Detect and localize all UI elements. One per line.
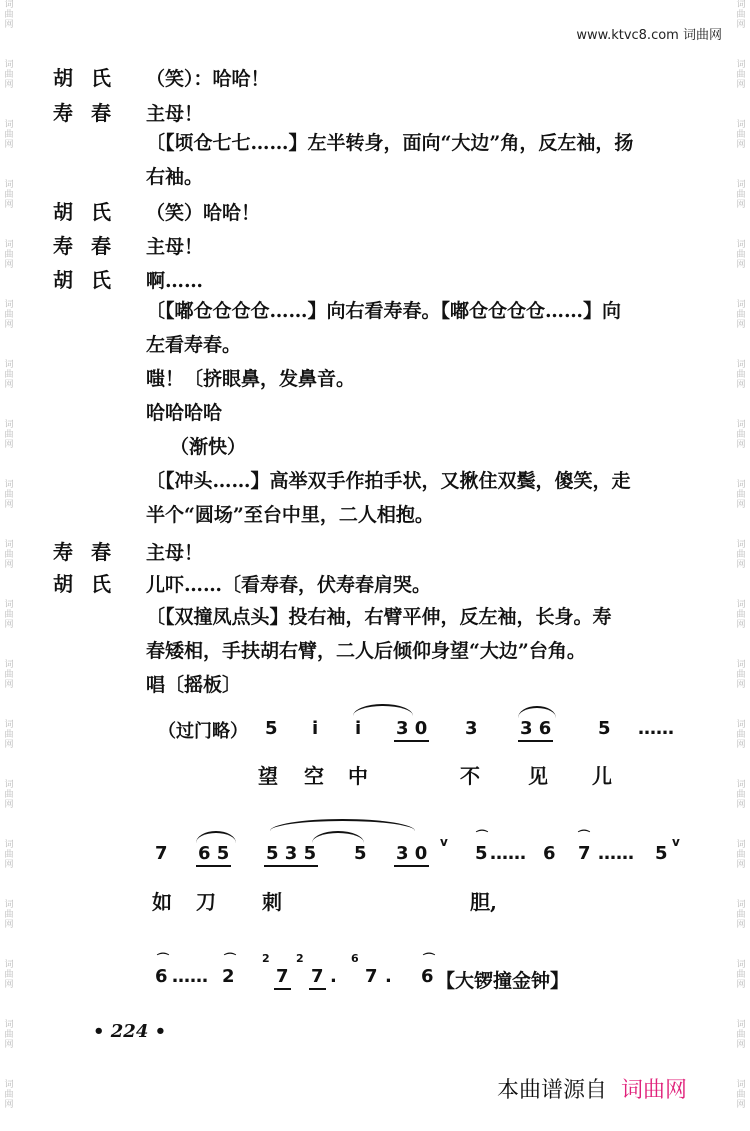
watermark-glyph: 曲 xyxy=(736,550,746,560)
stage-direction: 〔【嘟仓仓仓仓……】向右看寿春。【嘟仓仓仓仓……】向 xyxy=(146,300,622,322)
watermark-glyph-group xyxy=(2,420,16,450)
watermark-glyph: 曲 xyxy=(4,670,14,680)
watermark-glyph: 词 xyxy=(736,120,746,130)
grace-note: 2 xyxy=(296,952,304,965)
watermark-glyph: 词 xyxy=(4,120,14,130)
watermark-glyph-group xyxy=(734,0,748,30)
watermark-glyph: 词 xyxy=(736,780,746,790)
lyric: 空 xyxy=(304,764,324,788)
stage-direction: 春矮相，手扶胡右臂，二人后倾仰身望“大边”台角。 xyxy=(146,640,586,662)
line-text: 啊…… xyxy=(146,270,204,292)
watermark-glyph: 网 xyxy=(736,860,746,870)
watermark-glyph: 词 xyxy=(4,660,14,670)
script-line xyxy=(0,230,203,259)
watermark-glyph: 网 xyxy=(736,20,746,30)
watermark-glyph: 词 xyxy=(736,540,746,550)
lyric: 刺 xyxy=(262,890,282,914)
stage-direction: 哈哈哈哈 xyxy=(146,402,223,424)
watermark-glyph: 曲 xyxy=(736,130,746,140)
watermark-glyph: 词 xyxy=(4,300,14,310)
note: 3 xyxy=(465,718,478,739)
source-label: 本曲谱源自 xyxy=(497,1078,608,1103)
watermark-glyph: 曲 xyxy=(736,250,746,260)
script-line xyxy=(0,568,431,597)
tempo-marking: （渐快） xyxy=(170,436,247,458)
watermark-glyph: 词 xyxy=(4,1080,14,1090)
watermark-glyph-group xyxy=(734,900,748,930)
stage-direction: 左看寿春。 xyxy=(146,334,242,356)
watermark-glyph-group xyxy=(734,300,748,330)
watermark-glyph-group xyxy=(734,240,748,270)
line-text: （笑）哈哈！ xyxy=(146,202,261,224)
watermark-glyph-group xyxy=(734,360,748,390)
watermark-glyph: 网 xyxy=(4,800,14,810)
watermark-glyph: 曲 xyxy=(736,370,746,380)
watermark-glyph: 词 xyxy=(4,0,14,10)
watermark-glyph: 曲 xyxy=(4,190,14,200)
watermark-glyph: 曲 xyxy=(736,1030,746,1040)
note: 7 xyxy=(155,843,168,864)
lyric: 望 xyxy=(258,764,278,788)
watermark-glyph: 曲 xyxy=(4,490,14,500)
stage-direction: 半个“圆场”至台中里，二人相抱。 xyxy=(146,504,434,526)
watermark-glyph-group xyxy=(734,420,748,450)
watermark-glyph: 网 xyxy=(4,980,14,990)
script-line xyxy=(0,264,203,293)
note: 7 xyxy=(311,966,324,987)
watermark-glyph: 词 xyxy=(736,240,746,250)
note: 6 5 xyxy=(198,843,230,864)
watermark-glyph: 网 xyxy=(736,1100,746,1110)
watermark-glyph: 词 xyxy=(736,180,746,190)
watermark-glyph: 词 xyxy=(4,180,14,190)
watermark-glyph-group xyxy=(734,480,748,510)
watermark-glyph: 网 xyxy=(736,620,746,630)
line-text: （笑）：哈哈！ xyxy=(146,68,270,90)
fermata-mark: ⌒ xyxy=(423,952,436,966)
watermark-glyph: 网 xyxy=(4,80,14,90)
watermark-glyph: 词 xyxy=(736,660,746,670)
stage-direction: 〔【冲头……】高举双手作拍手状，又揪住双鬓，傻笑，走 xyxy=(146,470,631,492)
watermark-glyph: 网 xyxy=(4,320,14,330)
script-line xyxy=(0,62,270,91)
watermark-glyph: 网 xyxy=(736,440,746,450)
watermark-glyph: 曲 xyxy=(4,730,14,740)
watermark-glyph: 曲 xyxy=(4,130,14,140)
line-text: 主母！ xyxy=(146,103,204,125)
slur-mark xyxy=(518,706,556,718)
watermark-glyph: 曲 xyxy=(736,850,746,860)
watermark-glyph: 词 xyxy=(736,360,746,370)
watermark-glyph: 网 xyxy=(736,320,746,330)
watermark-glyph: 曲 xyxy=(736,790,746,800)
watermark-glyph: 词 xyxy=(4,600,14,610)
speaker-name: 寿春 xyxy=(53,101,129,125)
watermark-glyph-group xyxy=(2,660,16,690)
watermark-glyph: 曲 xyxy=(4,790,14,800)
note: 5 xyxy=(354,843,367,864)
watermark-glyph: 词 xyxy=(4,900,14,910)
watermark-glyph: 词 xyxy=(4,420,14,430)
note: 5 xyxy=(598,718,611,739)
fermata-mark: ⌒ xyxy=(476,829,489,843)
note: 7 xyxy=(578,843,591,864)
watermark-glyph-group xyxy=(734,120,748,150)
stage-direction: 右袖。 xyxy=(146,166,204,188)
watermark-glyph: 词 xyxy=(736,480,746,490)
watermark-glyph: 词 xyxy=(4,480,14,490)
watermark-glyph: 网 xyxy=(4,20,14,30)
note: 3 0 xyxy=(396,718,428,739)
speaker-name: 寿春 xyxy=(53,540,129,564)
interlude-label: （过门略） xyxy=(158,721,248,742)
watermark-glyph: 词 xyxy=(4,360,14,370)
watermark-glyph-group xyxy=(2,840,16,870)
watermark-glyph: 词 xyxy=(736,60,746,70)
watermark-glyph: 网 xyxy=(4,200,14,210)
watermark-glyph: 网 xyxy=(4,560,14,570)
watermark-left xyxy=(2,0,16,1131)
site-header[interactable] xyxy=(576,24,722,43)
watermark-glyph: 网 xyxy=(4,260,14,270)
watermark-glyph: 网 xyxy=(4,920,14,930)
speaker-name: 胡氏 xyxy=(53,200,129,224)
watermark-right xyxy=(734,0,748,1131)
breath-mark: v xyxy=(440,835,448,849)
note: 5 xyxy=(265,718,278,739)
watermark-glyph-group xyxy=(734,1080,748,1110)
watermark-glyph-group xyxy=(2,480,16,510)
note: 5 xyxy=(655,843,668,864)
watermark-glyph: 曲 xyxy=(736,610,746,620)
fermata-mark: ⌒ xyxy=(224,952,237,966)
lyric: 如 xyxy=(152,890,172,914)
watermark-glyph: 网 xyxy=(4,440,14,450)
watermark-glyph: 曲 xyxy=(4,310,14,320)
watermark-glyph: 曲 xyxy=(736,490,746,500)
watermark-glyph: 词 xyxy=(736,600,746,610)
watermark-glyph-group xyxy=(2,1020,16,1050)
watermark-glyph: 词 xyxy=(4,1020,14,1030)
watermark-glyph-group xyxy=(2,780,16,810)
note: 5 3 5 xyxy=(266,843,317,864)
watermark-glyph: 网 xyxy=(4,620,14,630)
script-line xyxy=(0,536,203,565)
watermark-glyph-group xyxy=(734,720,748,750)
watermark-glyph-group xyxy=(734,840,748,870)
note: 7 xyxy=(276,966,289,987)
watermark-glyph-group xyxy=(2,960,16,990)
watermark-glyph-group xyxy=(734,600,748,630)
watermark-glyph: 网 xyxy=(736,980,746,990)
watermark-glyph: 网 xyxy=(4,140,14,150)
watermark-glyph: 词 xyxy=(736,960,746,970)
watermark-glyph: 词 xyxy=(4,780,14,790)
watermark-glyph: 网 xyxy=(736,140,746,150)
watermark-glyph: 词 xyxy=(736,0,746,10)
note: 5 xyxy=(475,843,488,864)
page-number: • 224 • xyxy=(93,1021,167,1042)
lyric: 儿 xyxy=(592,764,612,788)
note: i xyxy=(355,718,362,739)
site-name[interactable]: 词曲网 xyxy=(682,28,722,43)
watermark-glyph: 网 xyxy=(4,740,14,750)
watermark-glyph: 网 xyxy=(4,1040,14,1050)
watermark-glyph: 词 xyxy=(736,1020,746,1030)
watermark-glyph: 词 xyxy=(736,420,746,430)
watermark-glyph: 曲 xyxy=(4,370,14,380)
watermark-glyph: 曲 xyxy=(736,10,746,20)
source-brand-link[interactable]: 词曲网 xyxy=(621,1078,688,1103)
watermark-glyph: 词 xyxy=(736,900,746,910)
script-line xyxy=(0,196,260,225)
watermark-glyph: 网 xyxy=(4,380,14,390)
stage-direction: 〔【双撞凤点头】投右袖，右臂平伸，反左袖，长身。寿 xyxy=(146,606,612,628)
note: i xyxy=(312,718,319,739)
watermark-glyph-group xyxy=(2,0,16,30)
watermark-glyph-group xyxy=(734,780,748,810)
speaker-name: 胡氏 xyxy=(53,268,129,292)
watermark-glyph: 网 xyxy=(736,380,746,390)
watermark-glyph: 词 xyxy=(4,540,14,550)
watermark-glyph: 曲 xyxy=(4,910,14,920)
watermark-glyph: 曲 xyxy=(736,1090,746,1100)
slur-mark xyxy=(270,819,415,831)
watermark-glyph: 网 xyxy=(736,1040,746,1050)
watermark-glyph: 词 xyxy=(736,840,746,850)
stage-direction: 嗤！〔挤眼鼻，发鼻音。 xyxy=(146,368,356,390)
note: 6 xyxy=(421,966,434,987)
watermark-glyph: 曲 xyxy=(736,910,746,920)
watermark-glyph-group xyxy=(2,720,16,750)
watermark-glyph: 网 xyxy=(4,1100,14,1110)
watermark-glyph-group xyxy=(734,660,748,690)
watermark-glyph: 曲 xyxy=(4,430,14,440)
lyric: 见 xyxy=(528,764,548,788)
note: …… xyxy=(638,718,674,739)
watermark-glyph-group xyxy=(2,360,16,390)
watermark-glyph-group xyxy=(2,1080,16,1110)
watermark-glyph: 网 xyxy=(4,500,14,510)
site-url[interactable]: www.ktvc8.com xyxy=(576,28,679,43)
watermark-glyph: 网 xyxy=(736,200,746,210)
speaker-name: 寿春 xyxy=(53,234,129,258)
watermark-glyph: 网 xyxy=(736,920,746,930)
watermark-glyph: 曲 xyxy=(4,610,14,620)
note: 6 xyxy=(543,843,556,864)
line-text: 主母！ xyxy=(146,236,204,258)
watermark-glyph: 曲 xyxy=(736,70,746,80)
watermark-glyph: 词 xyxy=(4,720,14,730)
stage-direction: 〔【顷仓七七……】左半转身，面向“大边”角，反左袖，扬 xyxy=(146,132,634,154)
script-line xyxy=(0,97,203,126)
lyric: 刀 xyxy=(196,890,216,914)
watermark-glyph-group xyxy=(734,540,748,570)
watermark-glyph-group xyxy=(2,600,16,630)
watermark-glyph: 词 xyxy=(4,840,14,850)
speaker-name: 胡氏 xyxy=(53,572,129,596)
fermata-mark: ⌒ xyxy=(157,952,170,966)
watermark-glyph: 曲 xyxy=(4,250,14,260)
watermark-glyph: 曲 xyxy=(736,430,746,440)
watermark-glyph: 词 xyxy=(4,60,14,70)
watermark-glyph: 词 xyxy=(736,1080,746,1090)
watermark-glyph: 曲 xyxy=(4,970,14,980)
watermark-glyph: 词 xyxy=(736,720,746,730)
slur-mark xyxy=(353,704,413,716)
line-text: 主母！ xyxy=(146,542,204,564)
watermark-glyph: 曲 xyxy=(736,310,746,320)
grace-note: 2 xyxy=(262,952,270,965)
watermark-glyph: 曲 xyxy=(4,70,14,80)
note: …… xyxy=(598,843,634,864)
watermark-glyph: 网 xyxy=(736,680,746,690)
speaker-name: 胡氏 xyxy=(53,66,129,90)
watermark-glyph: 网 xyxy=(736,260,746,270)
watermark-glyph: 曲 xyxy=(736,970,746,980)
watermark-glyph: 网 xyxy=(736,740,746,750)
note: 3 0 xyxy=(396,843,428,864)
note: 6 xyxy=(155,966,168,987)
grace-note: 6 xyxy=(351,952,359,965)
watermark-glyph: 网 xyxy=(736,80,746,90)
lyric: 中 xyxy=(348,764,368,788)
percussion-cue: 【大锣撞金钟】 xyxy=(436,970,570,992)
watermark-glyph: 网 xyxy=(4,860,14,870)
watermark-glyph: 网 xyxy=(736,560,746,570)
note: …… xyxy=(172,966,208,987)
note: 7 xyxy=(365,966,378,987)
lyric: 不 xyxy=(460,764,480,788)
slur-mark xyxy=(196,831,236,843)
slur-mark xyxy=(312,831,364,843)
watermark-glyph-group xyxy=(734,960,748,990)
watermark-glyph-group xyxy=(2,300,16,330)
watermark-glyph-group xyxy=(734,180,748,210)
watermark-glyph: 曲 xyxy=(4,1030,14,1040)
note: . xyxy=(330,966,337,987)
line-text: 儿吓……〔看寿春，伏寿春肩哭。 xyxy=(146,574,432,596)
note: …… xyxy=(490,843,526,864)
watermark-glyph-group xyxy=(734,1020,748,1050)
watermark-glyph: 曲 xyxy=(736,730,746,740)
note: . xyxy=(385,966,392,987)
watermark-glyph: 词 xyxy=(736,300,746,310)
source-credit[interactable] xyxy=(497,1073,687,1104)
watermark-glyph-group xyxy=(734,60,748,90)
watermark-glyph: 曲 xyxy=(4,550,14,560)
watermark-glyph: 词 xyxy=(4,960,14,970)
note: 2 xyxy=(222,966,235,987)
watermark-glyph: 曲 xyxy=(736,190,746,200)
watermark-glyph: 曲 xyxy=(4,1090,14,1100)
watermark-glyph: 网 xyxy=(736,500,746,510)
watermark-glyph: 曲 xyxy=(4,850,14,860)
watermark-glyph: 曲 xyxy=(4,10,14,20)
fermata-mark: ⌒ xyxy=(578,829,591,843)
note: 3 6 xyxy=(520,718,552,739)
watermark-glyph-group xyxy=(2,900,16,930)
stage-direction: 唱〔摇板〕 xyxy=(146,674,242,696)
lyric: 胆, xyxy=(470,890,497,914)
watermark-glyph: 网 xyxy=(4,680,14,690)
watermark-glyph: 曲 xyxy=(736,670,746,680)
watermark-glyph: 词 xyxy=(4,240,14,250)
watermark-glyph: 网 xyxy=(736,800,746,810)
breath-mark: v xyxy=(672,835,680,849)
